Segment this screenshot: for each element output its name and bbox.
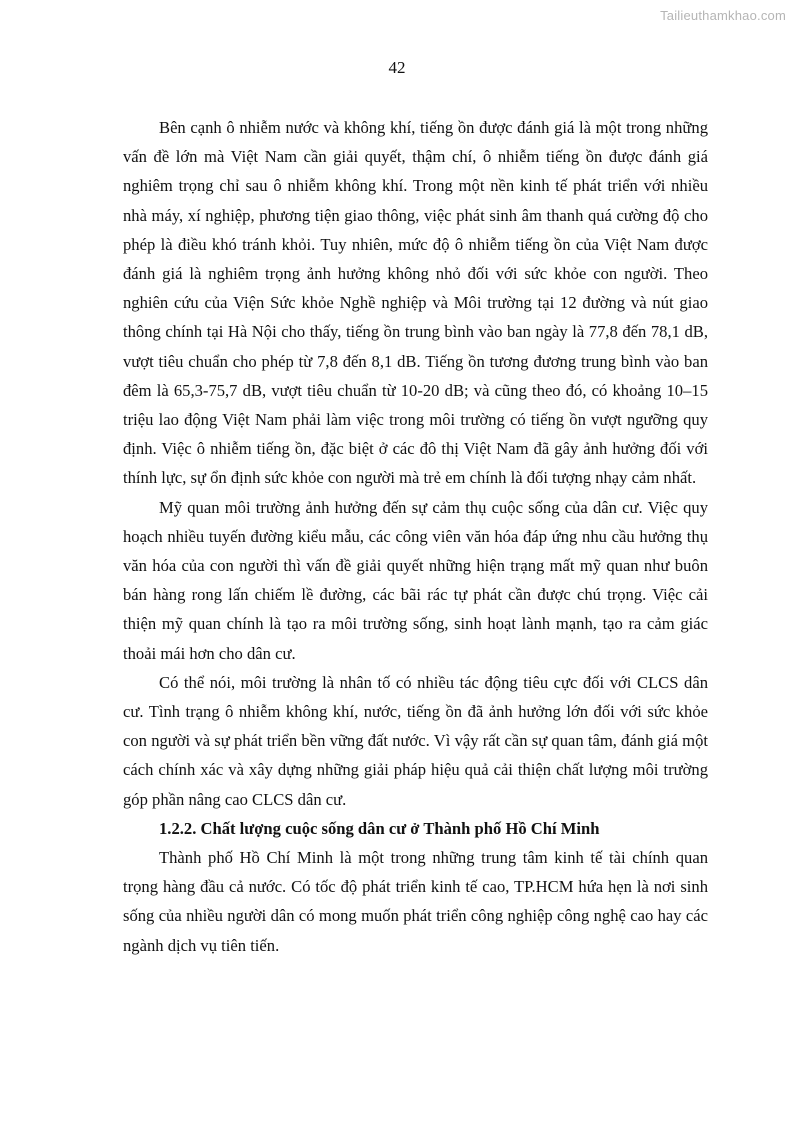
watermark-text: Tailieuthamkhao.com	[660, 8, 786, 23]
paragraph-noise-pollution: Bên cạnh ô nhiễm nước và không khí, tiếng ồn được đánh giá là một trong những vấn đề lớn mà Việt Nam cần giải quyết, thậm chí, ô nhiễm tiếng ồn được đánh giá nghiêm trọng chỉ sau ô nhiễm không khí. Trong một nền kinh tế phát triển với nhiều nhà máy, xí nghiệp, phương tiện giao thông, việc phát sinh âm thanh quá cường độ cho phép là điều khó tránh khỏi. Tuy nhiên, mức độ ô nhiễm tiếng ồn của Việt Nam được đánh giá là nghiêm trọng ảnh hưởng không nhỏ đối với sức khỏe con người. Theo nghiên cứu của Viện Sức khỏe Nghề nghiệp và Môi trường tại 12 đường và nút giao thông chính tại Hà Nội cho thấy, tiếng ồn trung bình vào ban ngày là 77,8 đến 78,1 dB, vượt tiêu chuẩn cho phép từ 7,8 đến 8,1 dB. Tiếng ồn tương đương trung bình vào ban đêm là 65,3-75,7 dB, vượt tiêu chuẩn từ 10-20 dB; và cũng theo đó, có khoảng 10–15 triệu lao động Việt Nam phải làm việc trong môi trường có tiếng ồn vượt ngưỡng quy định. Việc ô nhiễm tiếng ồn, đặc biệt ở các đô thị Việt Nam đã gây ảnh hưởng đối với thính lực, sự ổn định sức khỏe con người mà trẻ em chính là đối tượng nhạy cảm nhất.	[123, 118, 708, 488]
paragraph-landscape: Mỹ quan môi trường ảnh hưởng đến sự cảm thụ cuộc sống của dân cư. Việc quy hoạch nhiều tuyến đường kiểu mẫu, các công viên văn hóa đáp ứng nhu cầu hưởng thụ văn hóa của con người thì vấn đề giải quyết những hiện trạng mất mỹ quan như buôn bán hàng rong lấn chiếm lề đường, các bãi rác tự phát cần được chú trọng. Việc cải thiện mỹ quan chính là tạo ra môi trường sống, sinh hoạt lành mạnh, tạo ra cảm giác thoải mái hơn cho dân cư.	[123, 497, 708, 663]
paragraph-conclusion: Có thể nói, môi trường là nhân tố có nhiều tác động tiêu cực đối với CLCS dân cư. Tình trạng ô nhiễm không khí, nước, tiếng ồn đã ảnh hưởng lớn đối với sức khỏe con người và sự phát triển bền vững đất nước. Vì vậy rất cần sự quan tâm, đánh giá một cách chính xác và xây dựng những giải pháp hiệu quả cải thiện chất lượng môi trường góp phần nâng cao CLCS dân cư.	[123, 672, 708, 809]
section-heading: 1.2.2. Chất lượng cuộc sống dân cư ở Thành phố Hồ Chí Minh	[159, 818, 600, 838]
document-body	[123, 113, 708, 960]
page-number: 42	[388, 58, 406, 77]
paragraph-hcmc: Thành phố Hồ Chí Minh là một trong những trung tâm kinh tế tài chính quan trọng hàng đầu cả nước. Có tốc độ phát triển kinh tế cao, TP.HCM hứa hẹn là nơi sinh sống của nhiều người dân có mong muốn phát triển công nghiệp công nghệ cao hay các ngành dịch vụ tiên tiến.	[123, 848, 708, 955]
